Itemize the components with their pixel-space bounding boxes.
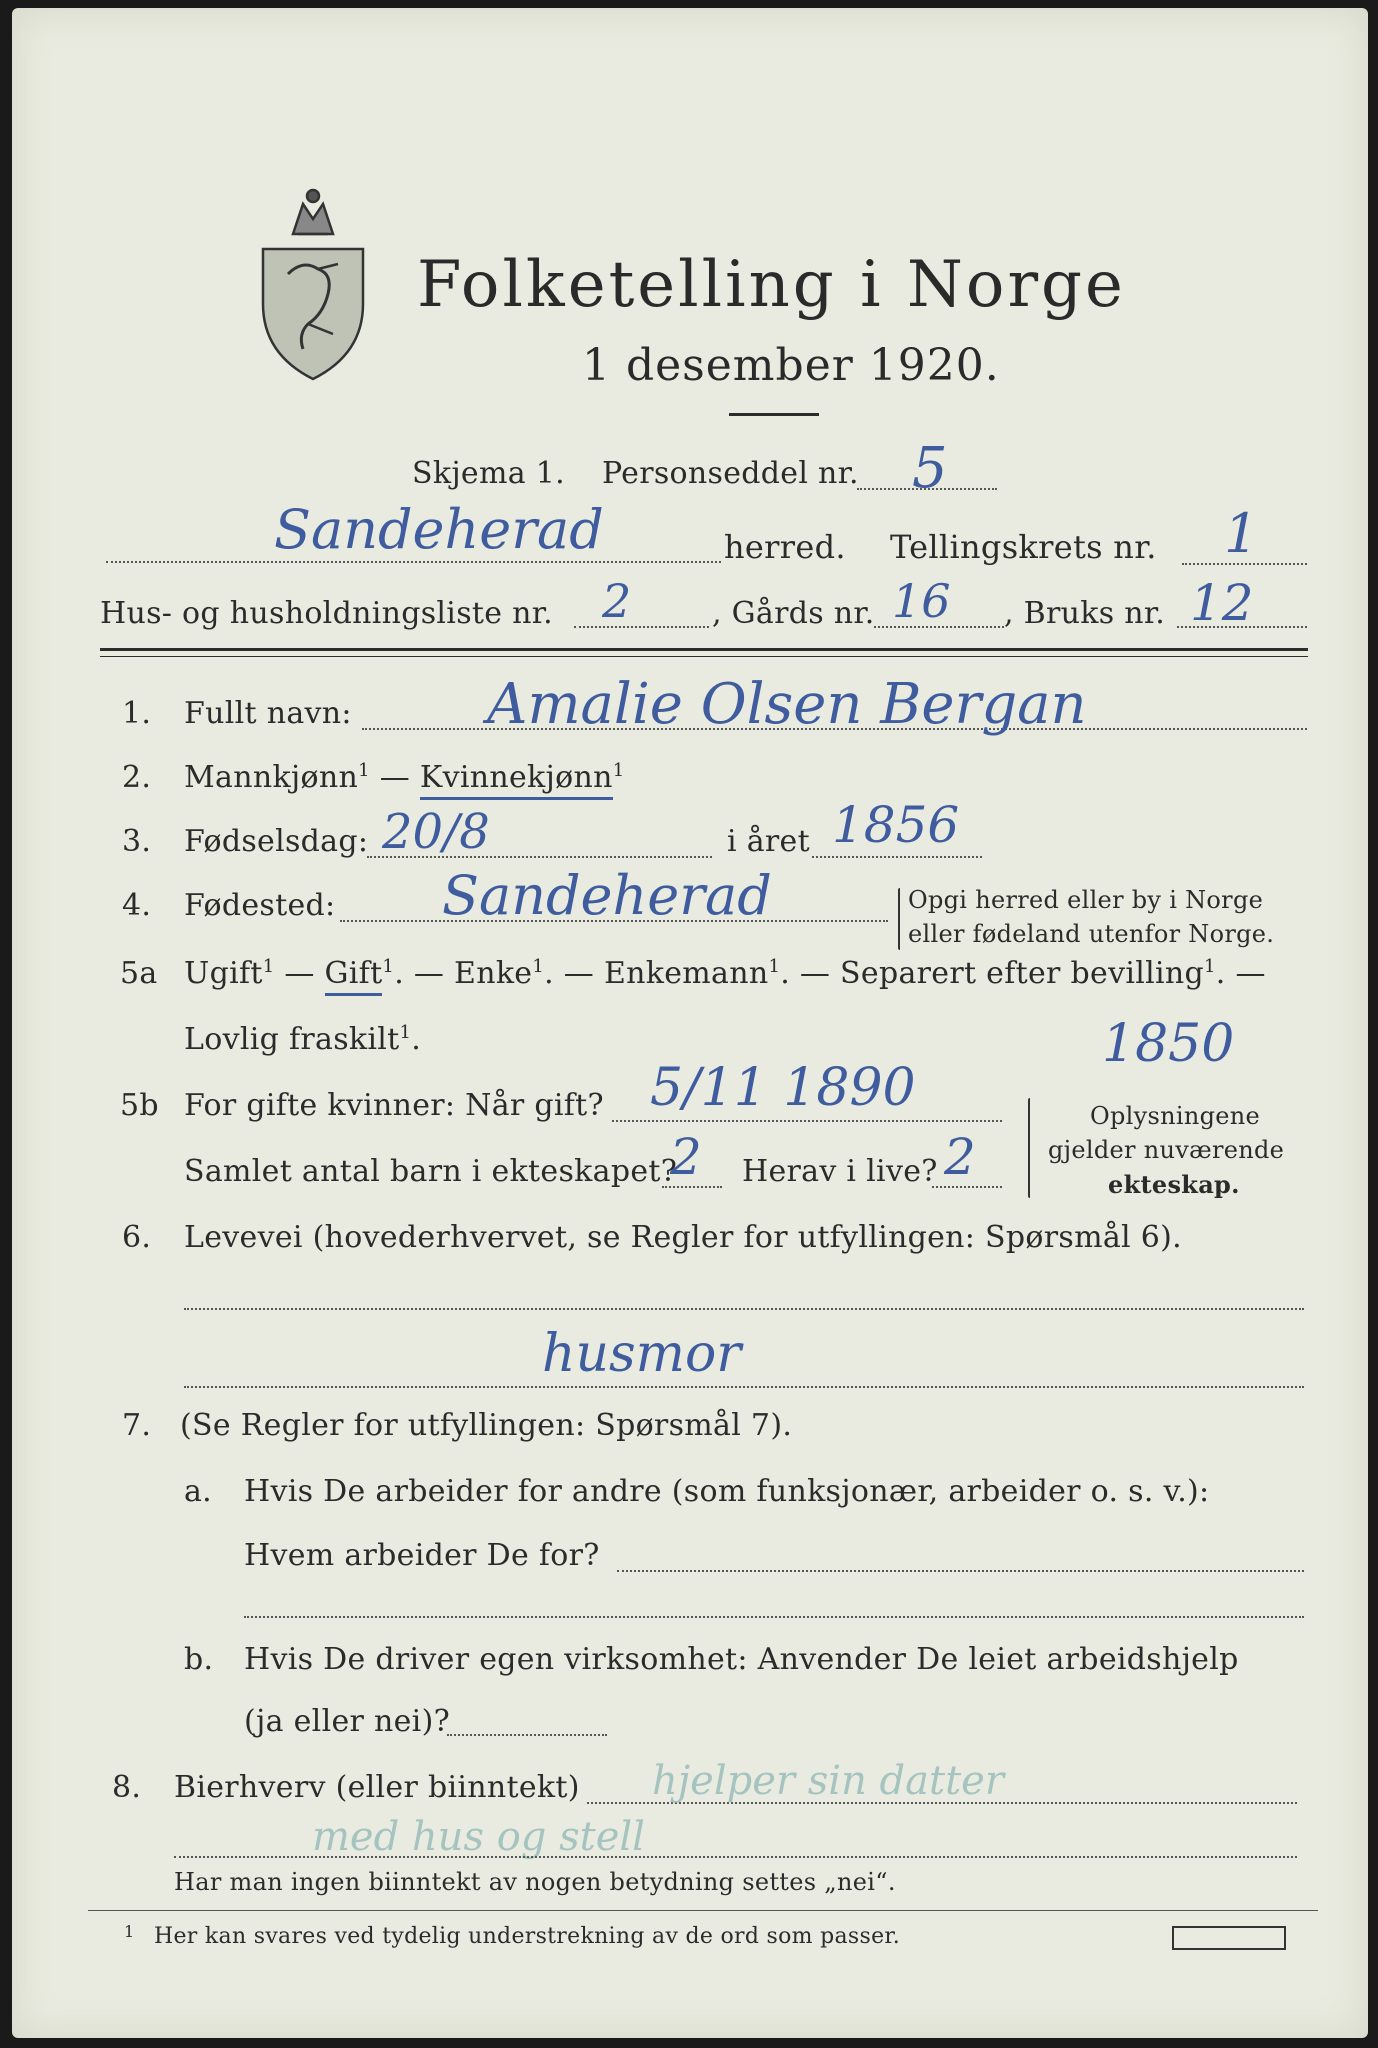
- q2-number: 2.: [122, 760, 152, 795]
- q8-faded-text-2: med hus og stell: [312, 1814, 645, 1860]
- q5b-note-bracket: [1028, 1098, 1030, 1198]
- footnote-ref: 1: [1204, 956, 1216, 977]
- q2-gender-options: [184, 760, 625, 795]
- q5a-status-options: Ugift$^1$ — Gift$^1$. — Enke$^1$. — Enkemann$^1$. — Separert efter bevilling$^1$. —: [184, 956, 1266, 991]
- q7b-label-2: (ja eller nei)?: [244, 1704, 450, 1739]
- gards-label: , Gårds nr.: [712, 596, 875, 631]
- q3-year-line: [812, 856, 982, 858]
- herred-label: herred.: [724, 528, 846, 566]
- hus-line: [574, 626, 709, 628]
- hus-label: Hus- og husholdningsliste nr.: [100, 596, 553, 631]
- q5a-lovlig-fraskilt: Lovlig fraskilt$^1$.: [184, 1022, 422, 1057]
- q6-occupation: husmor: [542, 1324, 742, 1384]
- q5b-extra-year: 1850: [1102, 1014, 1235, 1074]
- q4-label: Fødested:: [184, 888, 336, 923]
- q1-number: 1.: [122, 696, 152, 731]
- form-title: Folketelling i Norge: [417, 248, 1126, 322]
- q5b-number: 5b: [120, 1088, 159, 1123]
- q5b-children-label: Samlet antal barn i ekteskapet?: [184, 1154, 678, 1189]
- q6-line-2: [184, 1386, 1304, 1388]
- q2-separator: —: [369, 760, 420, 795]
- footnote-ref: 1: [532, 956, 545, 977]
- q8-line-2: [174, 1856, 1297, 1858]
- q5a-gift: Gift: [325, 956, 383, 996]
- personseddel-value: 5: [912, 436, 948, 501]
- herred-value: Sandeherad: [274, 498, 604, 561]
- q6-label: Levevei (hovederhvervet, se Regler for utfyllingen: Spørsmål 6).: [184, 1220, 1182, 1255]
- coat-of-arms-icon: [248, 174, 378, 384]
- footnote-ref: 1: [612, 760, 625, 781]
- q7b-line: [447, 1734, 607, 1736]
- q8-note: Har man ingen biinntekt av nogen betydning settes „nei“.: [174, 1868, 896, 1896]
- census-date: 1 desember 1920.: [582, 340, 1000, 391]
- herred-line: [106, 561, 721, 563]
- q5b-married-date: 5/11 1890: [650, 1058, 916, 1118]
- q5b-label: For gifte kvinner: Når gift?: [184, 1088, 604, 1123]
- q7-number: 7.: [122, 1408, 152, 1443]
- q5b-alive-line: [932, 1186, 1002, 1188]
- q4-note-line-2: eller fødeland utenfor Norge.: [908, 920, 1275, 948]
- q5a-number: 5a: [120, 956, 158, 991]
- q2-male-option: Mannkjønn: [184, 760, 359, 795]
- schema-label: Skjema 1.: [412, 456, 565, 491]
- q5a-separert: Separert efter bevilling: [840, 956, 1205, 991]
- tellingskrets-label: Tellingskrets nr.: [890, 528, 1157, 566]
- q6-line-1: [184, 1308, 1304, 1310]
- header-double-rule-bottom: [100, 656, 1308, 657]
- q8-faded-text-1: hjelper sin datter: [652, 1758, 1004, 1804]
- printer-stamp: [1172, 1926, 1286, 1950]
- q7-label: (Se Regler for utfyllingen: Spørsmål 7).: [180, 1408, 793, 1443]
- q3-birthday: 20/8: [382, 804, 490, 860]
- footnote-marker: 1: [124, 1922, 135, 1941]
- q3-label: Fødselsdag:: [184, 824, 369, 859]
- header-double-rule-top: [100, 648, 1308, 651]
- q5b-note-line-3: ekteskap.: [1108, 1170, 1240, 1199]
- q8-label: Bierhverv (eller biinntekt): [174, 1770, 580, 1805]
- q5b-note-line-2: gjelder nuværende: [1048, 1136, 1285, 1164]
- tellingskrets-value: 1: [1224, 502, 1259, 565]
- q7b-number: b.: [184, 1642, 214, 1677]
- bruks-label: , Bruks nr.: [1004, 596, 1166, 631]
- footnote-ref: 1: [399, 1022, 412, 1043]
- q6-number: 6.: [122, 1220, 152, 1255]
- q5b-alive-label: Herav i live?: [742, 1154, 938, 1189]
- gards-value: 16: [892, 574, 951, 628]
- q4-note-line-1: Opgi herred eller by i Norge: [908, 886, 1264, 914]
- hus-value: 2: [602, 574, 632, 628]
- q7a-line-2: [244, 1616, 1304, 1618]
- q2-female-option: Kvinnekjønn: [420, 760, 613, 800]
- q7a-label-1: Hvis De arbeider for andre (som funksjonær, arbeider o. s. v.):: [244, 1474, 1210, 1509]
- q4-number: 4.: [122, 888, 152, 923]
- q4-birthplace: Sandeherad: [442, 864, 772, 927]
- title-divider: [729, 413, 819, 416]
- q5b-children-value: 2: [670, 1128, 702, 1186]
- q1-label: Fullt navn:: [184, 696, 352, 731]
- q7a-number: a.: [184, 1474, 213, 1509]
- q3-number: 3.: [122, 824, 152, 859]
- q5a-enkemann: Enkemann: [603, 956, 769, 991]
- q5b-alive-value: 2: [944, 1128, 976, 1186]
- footnote-text: Her kan svares ved tydelig understrekning av de ord som passer.: [154, 1924, 901, 1949]
- census-form-page: [12, 8, 1368, 2038]
- q3-birth-year: 1856: [832, 796, 960, 854]
- q7a-label-2: Hvem arbeider De for?: [244, 1538, 600, 1573]
- q3-year-label: i året: [727, 824, 810, 859]
- q5a-enke: Enke: [454, 956, 533, 991]
- q5b-line: [612, 1120, 1002, 1122]
- q5b-note-line-1: Oplysningene: [1090, 1102, 1261, 1130]
- footnote-ref: 1: [262, 956, 275, 977]
- q7a-line-1: [617, 1570, 1304, 1572]
- q5b-children-line: [662, 1186, 722, 1188]
- q8-number: 8.: [112, 1770, 142, 1805]
- q7b-label-1: Hvis De driver egen virksomhet: Anvender De leiet arbeidshjelp: [244, 1642, 1239, 1677]
- q5a-ugift: Ugift: [184, 956, 263, 991]
- footnote-divider: [88, 1910, 1318, 1911]
- footnote-ref: 1: [358, 760, 370, 781]
- personseddel-label: Personseddel nr.: [602, 456, 859, 491]
- bruks-value: 12: [1190, 574, 1254, 632]
- q4-note-bracket: [898, 888, 900, 950]
- footnote-ref: 1: [382, 956, 395, 977]
- footnote-ref: 1: [768, 956, 781, 977]
- q1-full-name: Amalie Olsen Bergan: [487, 672, 1087, 737]
